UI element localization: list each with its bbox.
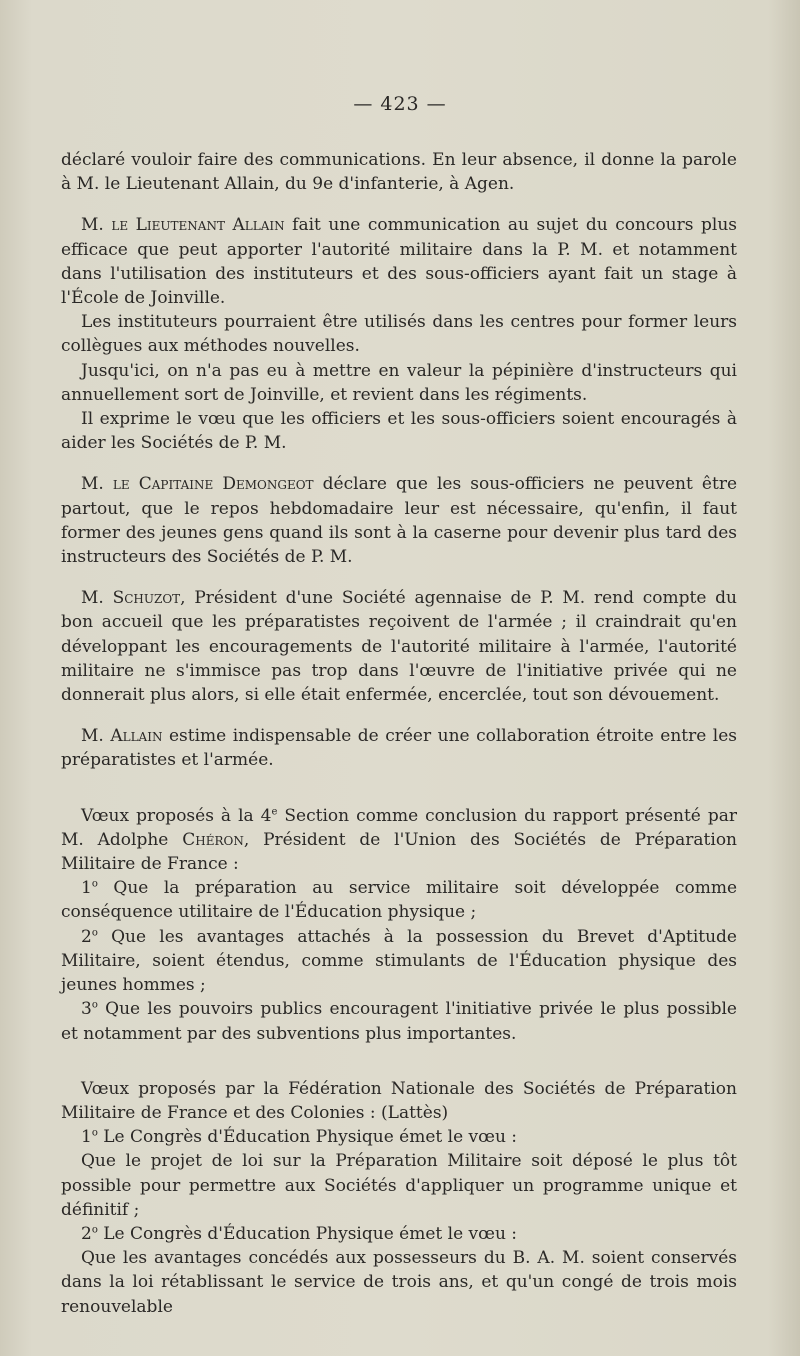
item-text: Que la préparation au service militaire soit développée comme conséquence utilitaire de l'Éducation physique ; [61, 878, 738, 923]
speech-text: estime indispensable de créer une collaboration étroite entre les préparatistes et l'armée. [61, 726, 738, 771]
ordinal-sup: e [271, 806, 278, 818]
item-text: Le Congrès d'Éducation Physique émet le vœu : [103, 1223, 518, 1244]
item-number: 1 [81, 878, 92, 899]
speaker-name: le Capitaine Demongeot [112, 474, 314, 495]
voeu-item-2 [61, 925, 737, 998]
item-number: 2 [81, 926, 92, 947]
item-number: 3 [81, 999, 92, 1020]
federation-intro: Vœux proposés par la Fédération Nationale des Sociétés de Préparation Militaire de France et des Colonies : (Lattès) [61, 1078, 737, 1123]
voeu-item-1 [61, 876, 737, 924]
item-number: 1 [81, 1127, 92, 1148]
intro-text: , Président de l'Union des Sociétés de Préparation Militaire de France : [61, 829, 738, 875]
voeux-section-intro [61, 804, 737, 877]
speaker-name: le Lieutenant Allain [111, 215, 285, 236]
paragraph-allain-3: Jusqu'ici, on n'a pas eu à mettre en valeur la pépinière d'instructeurs qui annuellement sort de Joinville, et revient dans les régiments. [61, 360, 737, 405]
paragraph-schuzot [61, 586, 737, 707]
person-name: Chéron [182, 829, 244, 850]
speech-text: déclare que les sous-officiers ne peuvent être partout, que le repos hebdomadaire leur est nécessaire, qu'enfin, il faut former des jeunes gens quand ils sont à la caserne pour devenir plus tard des instructeurs des Sociétés de P. M. [61, 474, 738, 568]
paragraph-demongeot [61, 472, 737, 569]
speaker-prefix: M. [81, 588, 104, 609]
item-text: Que les pouvoirs publics encouragent l'initiative privée le plus possible et notamment par des subventions plus importantes. [61, 999, 737, 1044]
voeu-item-3 [61, 997, 737, 1045]
federation-item-1 [61, 1125, 737, 1149]
paragraph-allain-4: Il exprime le vœu que les officiers et les sous-officiers soient encouragés à aider les Sociétés de P. M. [61, 409, 737, 454]
item-text: Que les avantages attachés à la possession du Brevet d'Aptitude Militaire, soient étendus, comme stimulants de l'Éducation physique des jeunes hommes ; [61, 926, 737, 996]
speaker-prefix: M. [81, 726, 104, 747]
ordinal-sup: o [91, 927, 98, 939]
paragraph-intro: déclaré vouloir faire des communications. En leur absence, il donne la parole à M. le Lieutenant Allain, du 9e d'infanterie, à Agen. [61, 150, 737, 195]
item-text: Le Congrès d'Éducation Physique émet le vœu : [103, 1127, 518, 1148]
speaker-name: Schuzot [112, 588, 181, 609]
federation-item-2 [61, 1222, 737, 1246]
federation-item-1-text: Que le projet de loi sur la Préparation Militaire soit déposé le plus tôt possible pour permettre aux Sociétés d'appliquer un programme unique et définitif ; [61, 1151, 737, 1220]
speaker-prefix: M. [81, 474, 104, 495]
item-number: 2 [81, 1223, 92, 1244]
speaker-name: Allain [110, 726, 163, 747]
speech-text: fait une communication au sujet du concours plus efficace que peut apporter l'autorité militaire dans la P. M. et notamment dans l'utilisation des instituteurs et des sous-officiers ayant fait un stage à l'École de Joinville. [61, 215, 738, 309]
speech-text: , Président d'une Société agennaise de P. M. rend compte du bon accueil que les préparatistes reçoivent de l'armée ; il craindrait qu'en développant les encouragements de l'autorité militaire à l'armée, l'autorité militaire ne s'immisce pas trop dans l'œuvre de l'initiative privée qui ne donnerait plus alors, si elle était enfermée, encerclée, tout son dévouement. [61, 588, 737, 706]
ordinal-sup: o [91, 878, 98, 890]
paragraph-allain-2: Les instituteurs pourraient être utilisés dans les centres pour former leurs collègues aux méthodes nouvelles. [61, 312, 737, 357]
paragraph-allain-again [61, 724, 737, 772]
intro-text: Vœux proposés à la 4 [81, 805, 272, 826]
intro-text: Section comme conclusion du rapport présenté par M. Adolphe [61, 805, 737, 850]
paragraph-allain [61, 213, 737, 310]
federation-item-2-text: Que les avantages concédés aux possesseurs du B. A. M. soient conservés dans la loi rétablissant le service de trois ans, et qu'un congé de trois mois renouvelable [61, 1248, 737, 1317]
body-text [61, 148, 737, 1319]
ordinal-sup: o [91, 1127, 98, 1139]
speaker-prefix: M. [81, 215, 104, 236]
ordinal-sup: o [91, 1224, 98, 1236]
page-number: — 423 — [353, 93, 447, 115]
ordinal-sup: o [91, 999, 98, 1011]
